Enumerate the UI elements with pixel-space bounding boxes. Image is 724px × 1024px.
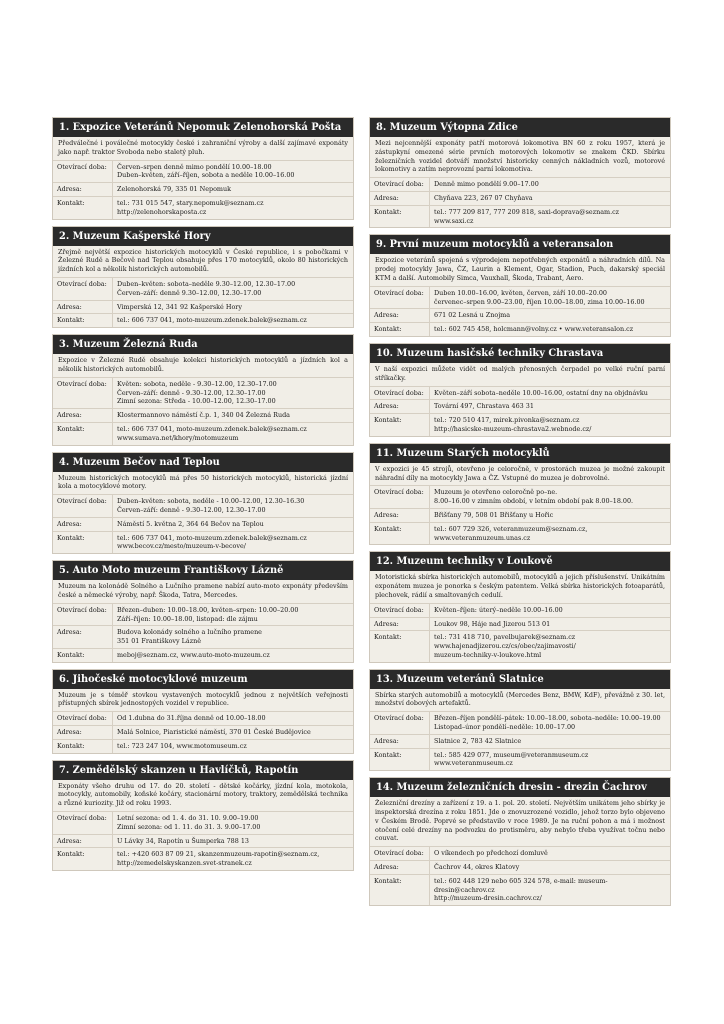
museum-description: Muzeum historických motocyklů má přes 50 historických motocyklů, historická jízdní kola a motocyklové motory. xyxy=(53,472,353,496)
museum-card xyxy=(52,560,354,663)
info-line: Červen–srpen denně mimo pondělí 10.00–18.00 xyxy=(117,162,272,171)
info-row xyxy=(370,509,670,523)
info-value xyxy=(430,749,670,771)
info-row xyxy=(370,861,670,875)
info-label: Adresa: xyxy=(370,509,430,522)
info-row xyxy=(370,309,670,323)
info-row xyxy=(53,740,353,753)
info-row xyxy=(370,387,670,401)
info-value xyxy=(113,740,353,753)
info-row xyxy=(53,835,353,849)
info-line: www.saxi.cz xyxy=(434,216,474,225)
museum-card xyxy=(369,443,671,546)
info-label: Kontakt: xyxy=(53,848,113,870)
info-line: Chyňava 223, 267 07 Chyňava xyxy=(434,193,533,202)
info-value xyxy=(430,604,670,617)
info-line: tel.: 731 418 710, pavelbujarek@seznam.cz xyxy=(434,633,576,642)
info-line: Květen: sobota, neděle - 9.30–12.00, 12.30–17.00 xyxy=(117,379,277,388)
museum-card xyxy=(369,777,671,906)
info-label: Adresa: xyxy=(53,835,113,848)
info-line: www.hajenadjizerou.cz/cs/obec/zajimavosti/ xyxy=(434,642,576,651)
museum-description: Exponáty všeho druhu od 17. do 20. století - dětské kočárky, jízdní kola, motokola, motocykly, automobily, koňské kočáry, stacionární motory, traktory, zemědělská technika a různé kuriozity. Již od roku 1993. xyxy=(53,780,353,812)
museum-title: 11. Muzeum Starých motocyklů xyxy=(370,444,670,463)
info-line: Duben 10.00–16.00, květen, červen, září 10.00–20.00 xyxy=(434,288,607,297)
info-row xyxy=(370,618,670,632)
info-value xyxy=(113,423,353,445)
museum-description: Expozice v Železné Rudě obsahuje kolekci historických motocyklů a jízdních kol a několik historických automobilů. xyxy=(53,354,353,378)
info-line: 671 02 Lesná u Znojma xyxy=(434,311,511,320)
info-value xyxy=(113,649,353,662)
info-label: Otevírací doba: xyxy=(53,812,113,834)
info-row xyxy=(53,518,353,532)
info-label: Adresa: xyxy=(53,726,113,739)
museum-description: Zřejmě největší expozice historických motocyklů v České republice, i s pobočkami v Železné Rudě a Bečově nad Teplou obsahuje přes 170 motocyklů, okolo 80 historických jízdních kol a několik historických automobilů. xyxy=(53,246,353,278)
museum-description: Muzeum je s téměř stovkou vystavených motocyklů jednou z největších veřejnosti přístupných sbírek jednostopých vozidel v republice. xyxy=(53,689,353,713)
info-row xyxy=(53,423,353,445)
museum-title: 9. První muzeum motocyklů a veteransalon xyxy=(370,235,670,254)
info-label: Adresa: xyxy=(53,409,113,422)
museum-title: 3. Muzeum Železná Ruda xyxy=(53,335,353,354)
info-line: Březen–říjen pondělí–pátek: 10.00–18.00, sobota–neděle: 10.00–19.00 xyxy=(434,714,661,723)
info-value xyxy=(113,161,353,183)
info-row xyxy=(53,495,353,518)
info-line: Červen–září: denně 9.30–12.00, 12.30–17.00 xyxy=(117,288,262,297)
info-line: Zimní sezona: od 1. 11. do 31. 3. 9.00–17.00 xyxy=(117,822,261,831)
info-line: tel.: 606 737 041, moto-muzeum.zdenek.balek@seznam.cz xyxy=(117,424,307,433)
info-line: Budova kolonády solného a lučního pramene xyxy=(117,628,262,637)
info-line: Zimní sezona: Středa - 10.00–12.00, 12.30–17.00 xyxy=(117,397,276,406)
info-value xyxy=(113,314,353,327)
info-value xyxy=(113,604,353,626)
info-row xyxy=(53,649,353,662)
info-value xyxy=(113,812,353,834)
info-row xyxy=(53,812,353,835)
info-value xyxy=(430,323,670,336)
info-line: Vimperská 12, 341 92 Kašperské Hory xyxy=(117,302,242,311)
info-line: tel.: 723 247 104, www.motomuseum.cz xyxy=(117,741,247,750)
info-line: 8.00–16.00 v zimním období, v letním období pak 8.00–18.00. xyxy=(434,497,634,506)
info-label: Adresa: xyxy=(53,301,113,314)
info-line: www.sumava.net/khory/motomuzeum xyxy=(117,433,239,442)
info-line: Květen–září sobota–neděle 10.00–16.00, ostatní dny na objdnávku xyxy=(434,388,648,397)
info-line: Duben–květen: sobota–neděle 9.30–12.00, 12.30–17.00 xyxy=(117,279,296,288)
info-value xyxy=(430,847,670,860)
museum-description: Sbírka starých automobilů a motocyklů (Mercedes Benz, BMW, KdF), převážně z 30. let, množství dobových artefaktů. xyxy=(370,689,670,713)
info-row xyxy=(53,532,353,554)
info-line: Loukov 98, Háje nad Jizerou 513 01 xyxy=(434,619,551,628)
info-value xyxy=(430,875,670,905)
info-label: Otevírací doba: xyxy=(53,378,113,408)
museum-card xyxy=(369,117,671,228)
info-value xyxy=(430,287,670,309)
info-line: Od 1.dubna do 31.října denně od 10.00–18.00 xyxy=(117,714,266,723)
info-value xyxy=(113,378,353,408)
info-label: Otevírací doba: xyxy=(53,495,113,517)
info-label: Adresa: xyxy=(53,626,113,648)
info-row xyxy=(370,749,670,771)
info-line: O víkendech po předchozí domluvě xyxy=(434,849,548,858)
info-line: Květen–říjen: úterý–neděle 10.00–16.00 xyxy=(434,605,563,614)
info-line: www.becov.cz/mesto/muzeum-v-becove/ xyxy=(117,542,246,551)
info-line: tel.: 602 745 458, holcmann@volny.cz • www.veteransalon.cz xyxy=(434,325,634,334)
info-label: Kontakt: xyxy=(370,323,430,336)
info-value xyxy=(113,848,353,870)
museum-card xyxy=(52,760,354,871)
info-value xyxy=(113,183,353,196)
info-row xyxy=(370,735,670,749)
info-value xyxy=(113,409,353,422)
museum-card xyxy=(52,452,354,555)
info-line: Slatnice 2, 783 42 Slatnice xyxy=(434,736,522,745)
info-row xyxy=(53,848,353,870)
info-label: Kontakt: xyxy=(370,631,430,661)
info-row xyxy=(53,278,353,301)
info-line: Červen–září: denně - 9.30–12.00, 12.30–17.00 xyxy=(117,388,266,397)
info-label: Otevírací doba: xyxy=(53,278,113,300)
info-label: Kontakt: xyxy=(53,532,113,554)
info-label: Adresa: xyxy=(370,309,430,322)
museum-description: Motoristická sbírka historických automobilů, motocyklů a jejich příslušenství. Unikátním exponátem muzea je ponorka s českým patentem. Velká sbírka historických fotoaparátů, plechovek, rádií a smaltovaných cedulí. xyxy=(370,571,670,603)
info-row xyxy=(370,712,670,735)
info-label: Otevírací doba: xyxy=(370,847,430,860)
info-value xyxy=(430,192,670,205)
info-value xyxy=(430,414,670,436)
info-line: Červen–září: denně - 9.30–12.00, 12.30–17.00 xyxy=(117,505,266,514)
info-row xyxy=(53,161,353,184)
info-label: Otevírací doba: xyxy=(370,712,430,734)
info-line: meboj@seznam.cz, www.auto-moto-muzeum.cz xyxy=(117,650,270,659)
info-label: Adresa: xyxy=(370,861,430,874)
info-line: U Lávky 34, Rapotín u Šumperka 788 13 xyxy=(117,836,249,845)
right-column xyxy=(369,117,671,912)
info-label: Otevírací doba: xyxy=(370,387,430,400)
info-value xyxy=(430,178,670,191)
info-label: Otevírací doba: xyxy=(53,712,113,725)
info-label: Adresa: xyxy=(53,518,113,531)
museum-description: Předválečné i poválečné motocykly české i zahraniční výroby a další zajímavé exponáty jako např. traktor Svoboda nebo staletý pluh. xyxy=(53,137,353,161)
museum-description: Mezi nejcennější exponáty patří motorová lokomotiva BN 60 z roku 1957, která je zástupkyní omezené série prvních motorových lokomotiv se znakem ČKD. Sbírku železničních vozidel dotváří množství historicky cenných nákladních vozů, motorové lokomotivy a zatím neprovozní parní lokomotiva. xyxy=(370,137,670,178)
info-value xyxy=(113,197,353,219)
info-value xyxy=(430,712,670,734)
museum-card xyxy=(52,226,354,329)
info-value xyxy=(113,626,353,648)
info-value xyxy=(430,618,670,631)
info-value xyxy=(430,387,670,400)
info-line: Duben–květen, září–říjen, sobota a neděle 10.00–16.00 xyxy=(117,171,295,180)
info-line: Čachrov 44, okres Klatovy xyxy=(434,863,520,872)
info-label: Otevírací doba: xyxy=(53,161,113,183)
info-label: Otevírací doba: xyxy=(53,604,113,626)
museum-title: 6. Jihočeské motocyklové muzeum xyxy=(53,670,353,689)
info-line: Březen–duben: 10.00–18.00, květen–srpen: 10.00–20.00 xyxy=(117,605,299,614)
info-line: muzeum-techniky-v-loukove.html xyxy=(434,650,542,659)
info-line: tel.: 606 737 041, moto-muzeum.zdenek.balek@seznam.cz xyxy=(117,316,307,325)
museum-description: V naší expozici můžete vidět od malých přenosných čerpadel po velké ruční parní stříkačky. xyxy=(370,363,670,387)
info-value xyxy=(113,532,353,554)
info-label: Otevírací doba: xyxy=(370,178,430,191)
info-line: tel.: 585 429 077, museum@veteranmuseum.cz xyxy=(434,750,589,759)
left-column xyxy=(52,117,354,877)
info-label: Kontakt: xyxy=(53,740,113,753)
info-value xyxy=(113,301,353,314)
info-row xyxy=(53,301,353,315)
info-row xyxy=(53,712,353,726)
info-value xyxy=(113,726,353,739)
info-line: tel.: 602 448 129 nebo 605 324 578, e-mail: museum-dresin@cachrov.cz xyxy=(434,876,608,894)
info-row xyxy=(53,604,353,627)
info-line: Září–říjen: 10.00–18.00, listopad: dle zájmu xyxy=(117,614,258,623)
info-row xyxy=(370,847,670,861)
museum-title: 7. Zemědělský skanzen u Havlíčků, Rapotín xyxy=(53,761,353,780)
info-value xyxy=(430,509,670,522)
info-value xyxy=(430,400,670,413)
info-line: Tovární 497, Chrastava 463 31 xyxy=(434,402,534,411)
museum-description: Expozice veteránů spojená s výprodejem nepotřebných exponátů a náhradních dílů. Na prodej motocykly Jawa, ČZ, Laurin a Klement, Ogar, Stadion, Puch, dakarský speciál KTM a další. Automobily Simca, Vauxhall, Škoda, Trabant, Aero. xyxy=(370,254,670,286)
museum-card xyxy=(369,669,671,772)
info-line: http://zemedelskyskanzen.svet-stranek.cz xyxy=(117,859,252,868)
info-row xyxy=(370,192,670,206)
info-line: www.veteranmuzeum.unas.cz xyxy=(434,533,531,542)
info-value xyxy=(430,523,670,545)
info-label: Otevírací doba: xyxy=(370,604,430,617)
info-line: http://hasicske-muzeum-chrastava2.webnode.cz/ xyxy=(434,424,592,433)
info-line: tel.: 607 729 326, veteranmuzeum@seznam.cz, xyxy=(434,524,588,533)
info-line: Muzeum je otevřeno celoročně po–ne. xyxy=(434,488,558,497)
info-label: Kontakt: xyxy=(53,423,113,445)
info-row xyxy=(53,626,353,649)
info-row xyxy=(370,414,670,436)
info-label: Kontakt: xyxy=(53,649,113,662)
info-row xyxy=(53,726,353,740)
info-line: Duben–květen: sobota, neděle - 10.00–12.00, 12.30–16.30 xyxy=(117,497,305,506)
info-line: tel.: 720 510 417, mirek.pivonka@seznam.cz xyxy=(434,416,580,425)
info-row xyxy=(370,523,670,545)
info-label: Adresa: xyxy=(370,735,430,748)
info-line: tel.: 731 015 547, stary.nepomuk@seznam.cz xyxy=(117,198,264,207)
info-label: Adresa: xyxy=(370,400,430,413)
museum-card xyxy=(369,343,671,437)
info-row xyxy=(53,409,353,423)
info-row xyxy=(370,875,670,905)
info-row xyxy=(370,287,670,310)
info-line: červenec–srpen 9.00–23.00, říjen 10.00–18.00, zima 10.00–16.00 xyxy=(434,297,645,306)
museum-description: V expozici je 45 strojů, otevřeno je celoročně, v prostorách muzea je možné zakoupit náhradní díly na motocykly Jawa a ČZ. Vstupné do muzea je dobrovolné. xyxy=(370,463,670,487)
museum-title: 12. Muzeum techniky v Loukově xyxy=(370,552,670,571)
museum-card xyxy=(52,334,354,445)
museum-title: 5. Auto Moto muzeum Františkovy Lázně xyxy=(53,561,353,580)
museum-title: 10. Muzeum hasičské techniky Chrastava xyxy=(370,344,670,363)
info-label: Kontakt: xyxy=(370,523,430,545)
info-line: Břišťany 79, 508 01 Břišťany u Hořic xyxy=(434,510,554,519)
info-row xyxy=(370,631,670,661)
museum-card xyxy=(369,551,671,662)
museum-description: Muzeum na kolonádě Solného a Lučního pramene nabízí auto-moto exponáty především české a německé výroby, např. Škoda, Tatra, Mercedes. xyxy=(53,580,353,604)
info-label: Otevírací doba: xyxy=(370,486,430,508)
info-row xyxy=(370,206,670,228)
info-row xyxy=(370,178,670,192)
museum-card xyxy=(369,234,671,337)
info-label: Kontakt: xyxy=(53,314,113,327)
info-value xyxy=(113,712,353,725)
info-label: Adresa: xyxy=(370,192,430,205)
info-value xyxy=(430,861,670,874)
info-line: Denně mimo pondělí 9.00–17.00 xyxy=(434,180,539,189)
museum-title: 1. Expozice Veteránů Nepomuk Zelenohorská Pošta xyxy=(53,118,353,137)
info-row xyxy=(370,486,670,509)
info-line: tel.: 606 737 041, moto-muzeum.zdenek.balek@seznam.cz xyxy=(117,533,307,542)
info-label: Kontakt: xyxy=(370,749,430,771)
info-value xyxy=(113,518,353,531)
info-line: http://muzeum-dresin.cachrov.cz/ xyxy=(434,894,542,903)
info-label: Adresa: xyxy=(370,618,430,631)
info-line: Náměstí 5. května 2, 364 64 Bečov na Teplou xyxy=(117,519,264,528)
info-value xyxy=(430,309,670,322)
museum-title: 2. Muzeum Kašperské Hory xyxy=(53,227,353,246)
museum-card xyxy=(52,117,354,220)
info-label: Kontakt: xyxy=(370,875,430,905)
info-value xyxy=(113,835,353,848)
museum-title: 13. Muzeum veteránů Slatnice xyxy=(370,670,670,689)
info-value xyxy=(113,278,353,300)
info-row xyxy=(53,314,353,327)
info-line: tel.: 777 209 817, 777 209 818, saxi-doprava@seznam.cz xyxy=(434,207,620,216)
info-line: Malá Solnice, Piaristické náměstí, 370 01 České Budějovice xyxy=(117,728,311,737)
info-line: 351 01 Františkovy Lázně xyxy=(117,637,201,646)
museum-card xyxy=(52,669,354,754)
info-row xyxy=(370,604,670,618)
info-row xyxy=(53,197,353,219)
museum-title: 14. Muzeum železničních dresin - drezin Čachrov xyxy=(370,778,670,797)
info-value xyxy=(430,486,670,508)
info-label: Adresa: xyxy=(53,183,113,196)
info-value xyxy=(430,206,670,228)
info-row xyxy=(370,323,670,336)
info-line: tel.: +420 603 87 09 21, skanzenmuzeum-rapotin@seznam.cz, xyxy=(117,850,320,859)
info-line: Letní sezona: od 1. 4. do 31. 10. 9.00–19.00 xyxy=(117,814,259,823)
info-line: Zelenohorská 79, 335 01 Nepomuk xyxy=(117,185,231,194)
info-row xyxy=(370,400,670,414)
info-line: Klostermannovo náměstí č.p. 1, 340 04 Železná Ruda xyxy=(117,411,290,420)
info-line: Listopad–únor pondělí–neděle: 10.00–17.00 xyxy=(434,723,576,732)
museum-title: 4. Muzeum Bečov nad Teplou xyxy=(53,453,353,472)
info-label: Otevírací doba: xyxy=(370,287,430,309)
info-value xyxy=(113,495,353,517)
museum-description: Železniční drezíny a zařízení z 19. a 1. pol. 20. století. Největším unikátem jeho sbírky je inspektorská drezína z roku 1851. Jde o znovuzrozené vozidlo, jehož torzo bylo objeveno v Českém Brodě. Poprvé se představilo v roce 1989. Je na ruční pohon a má i možnost otočení celé drezíny na podvozku do protisměru, aby nebylo třeba využívat točnu nebo couvat. xyxy=(370,797,670,847)
info-label: Kontakt: xyxy=(370,414,430,436)
info-value xyxy=(430,735,670,748)
info-row xyxy=(53,183,353,197)
info-label: Kontakt: xyxy=(370,206,430,228)
info-line: www.veteranmuseum.cz xyxy=(434,759,513,768)
museum-title: 8. Muzeum Výtopna Zdice xyxy=(370,118,670,137)
info-line: http://zelenohorskaposta.cz xyxy=(117,207,207,216)
info-row xyxy=(53,378,353,409)
info-label: Kontakt: xyxy=(53,197,113,219)
info-value xyxy=(430,631,670,661)
